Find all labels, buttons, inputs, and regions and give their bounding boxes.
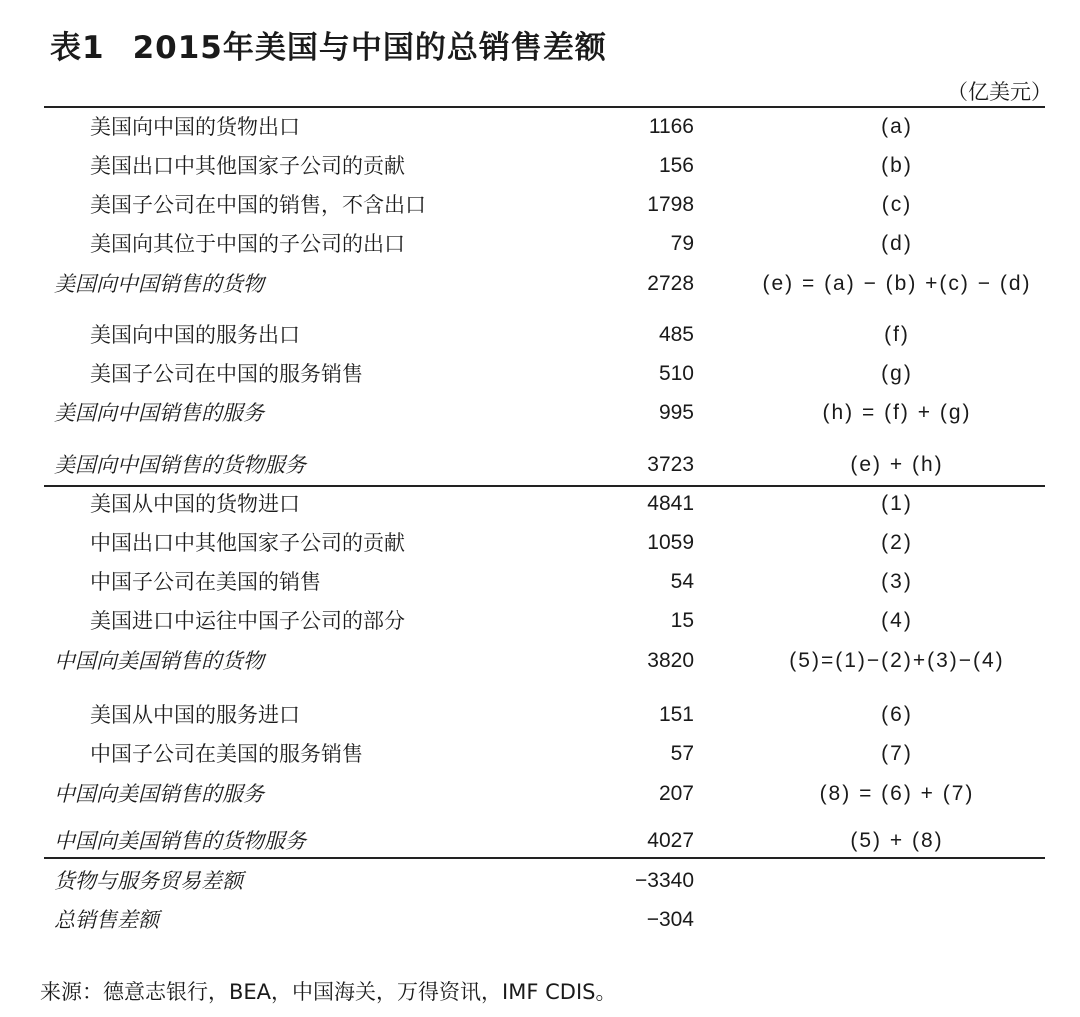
table-row <box>0 697 1080 733</box>
row-value: 1798 <box>647 193 694 216</box>
table-title-text: 2015年美国与中国的总销售差额 <box>132 30 607 66</box>
row-label: 美国从中国的服务进口 <box>90 703 300 727</box>
table-row <box>0 356 1080 392</box>
table-row <box>0 643 1080 679</box>
row-formula: (1) <box>881 492 913 515</box>
row-label: 中国向美国销售的服务 <box>54 782 264 806</box>
row-formula: (d) <box>881 232 913 255</box>
row-value: 4027 <box>647 829 694 852</box>
table-row <box>0 447 1080 483</box>
row-value: 3820 <box>647 649 694 672</box>
table-row <box>0 226 1080 262</box>
row-formula: (3) <box>881 570 913 593</box>
row-label: 货物与服务贸易差额 <box>54 869 243 893</box>
row-label: 美国向中国的服务出口 <box>90 323 300 347</box>
row-value: 15 <box>670 609 694 632</box>
row-value: 54 <box>670 570 694 593</box>
table-row <box>0 187 1080 223</box>
row-value: 151 <box>658 703 694 726</box>
row-formula: (4) <box>881 609 913 632</box>
table-row <box>0 317 1080 353</box>
row-label: 美国向中国的货物出口 <box>90 115 300 139</box>
table-row <box>0 148 1080 184</box>
table-row <box>0 902 1080 938</box>
row-formula: (a) <box>881 115 913 138</box>
table-row <box>0 863 1080 899</box>
row-label: 美国向其位于中国的子公司的出口 <box>90 232 405 256</box>
row-label: 美国子公司在中国的销售，不含出口 <box>90 193 426 217</box>
row-value: 79 <box>670 232 694 255</box>
row-value: 4841 <box>647 492 694 515</box>
row-label: 总销售差额 <box>54 908 159 932</box>
row-formula: (h) = (f) + (g) <box>822 401 972 424</box>
row-formula: (e) + (h) <box>850 453 944 476</box>
row-label: 美国出口中其他国家子公司的贡献 <box>90 154 405 178</box>
unit-label: （亿美元） <box>947 80 1052 104</box>
row-formula: (5) + (8) <box>850 829 944 852</box>
row-label: 中国子公司在美国的服务销售 <box>90 742 363 766</box>
row-formula: (8) = (6) + (7) <box>819 782 975 805</box>
row-value: 2728 <box>647 272 694 295</box>
row-formula: (7) <box>881 742 913 765</box>
table-row <box>0 525 1080 561</box>
table-row <box>0 823 1080 859</box>
row-label: 中国向美国销售的货物 <box>54 649 264 673</box>
row-value: 1059 <box>647 531 694 554</box>
row-formula: (b) <box>881 154 913 177</box>
table-row <box>0 395 1080 431</box>
table-row <box>0 776 1080 812</box>
row-label: 美国子公司在中国的服务销售 <box>90 362 363 386</box>
top-rule <box>44 106 1045 108</box>
table-row <box>0 266 1080 302</box>
row-formula: (e) = (a) − (b) +(c) − (d) <box>762 272 1032 295</box>
row-formula: (5)=(1)−(2)+(3)−(4) <box>789 649 1005 672</box>
row-value: 1166 <box>648 115 694 138</box>
row-value: −304 <box>646 908 694 931</box>
row-value: 57 <box>670 742 694 765</box>
row-value: 485 <box>658 323 694 346</box>
table-title <box>50 22 607 67</box>
row-value: 995 <box>658 401 694 424</box>
row-label: 美国向中国销售的货物 <box>54 272 264 296</box>
row-formula: (f) <box>884 323 910 346</box>
table-row <box>0 564 1080 600</box>
table-row <box>0 736 1080 772</box>
row-formula: (6) <box>881 703 913 726</box>
table-number: 表1 <box>50 30 105 66</box>
row-value: 156 <box>658 154 694 177</box>
row-value: 207 <box>658 782 694 805</box>
row-label: 中国出口中其他国家子公司的贡献 <box>90 531 405 555</box>
table-row <box>0 486 1080 522</box>
row-label: 美国向中国销售的货物服务 <box>54 453 306 477</box>
row-value: 510 <box>658 362 694 385</box>
row-label: 中国向美国销售的货物服务 <box>54 829 306 853</box>
row-value: −3340 <box>635 869 694 892</box>
row-value: 3723 <box>647 453 694 476</box>
row-formula: (g) <box>881 362 913 385</box>
table-row <box>0 603 1080 639</box>
row-label: 美国从中国的货物进口 <box>90 492 300 516</box>
source-note: 来源：德意志银行，BEA，中国海关，万得资讯，IMF CDIS。 <box>40 980 617 1004</box>
row-formula: (2) <box>881 531 913 554</box>
table-row <box>0 109 1080 145</box>
row-formula: (c) <box>881 193 913 216</box>
row-label: 美国进口中运往中国子公司的部分 <box>90 609 405 633</box>
row-label: 中国子公司在美国的销售 <box>90 570 321 594</box>
row-label: 美国向中国销售的服务 <box>54 401 264 425</box>
